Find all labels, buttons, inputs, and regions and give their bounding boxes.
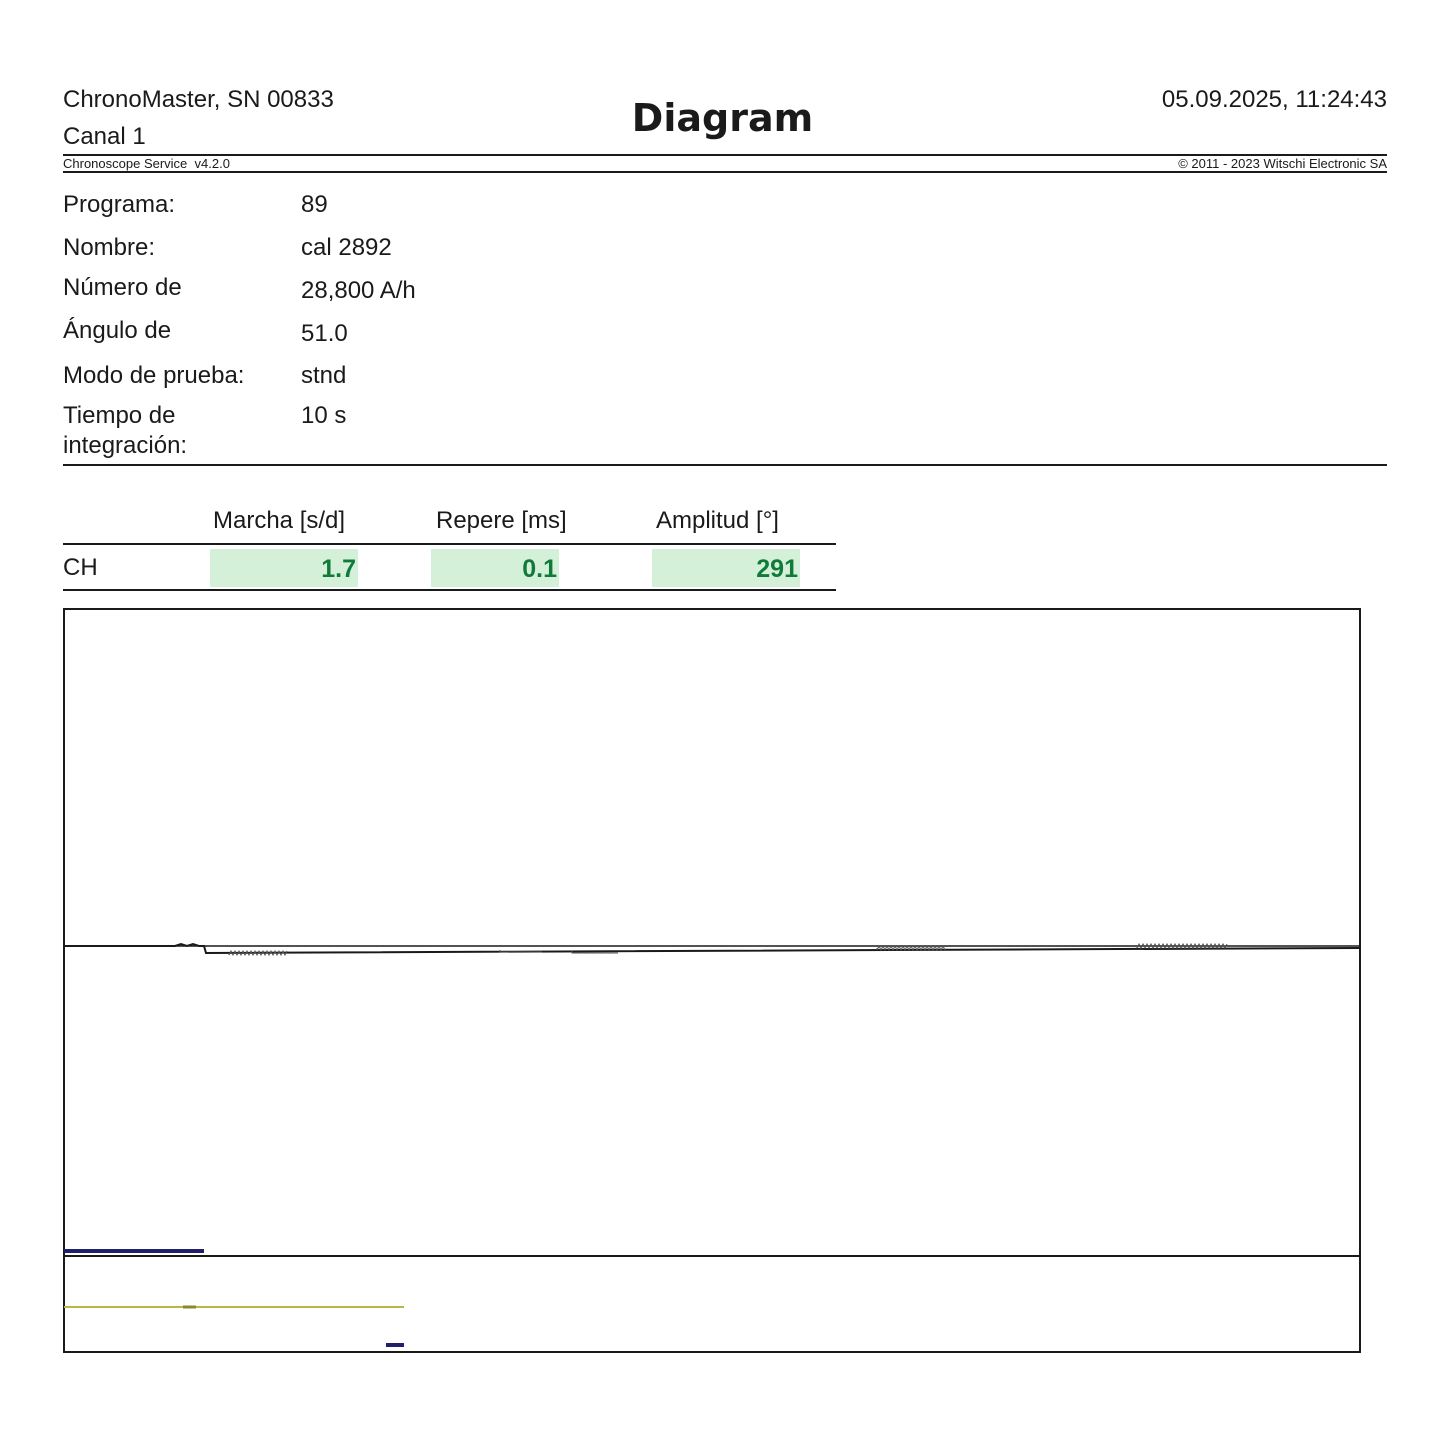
nombre-value: cal 2892 [301,234,392,261]
info-bottom-rule [63,464,1387,466]
tiempo-value: 10 s [301,402,347,429]
table-bottom-rule [63,589,836,591]
timing-diagram [63,608,1361,1353]
marcha-value: 1.7 [210,549,358,587]
header-bottom-rule [63,171,1387,173]
copyright: © 2011 - 2023 Witschi Electronic SA [1178,156,1387,171]
repere-value: 0.1 [431,549,559,587]
modo-label: Modo de prueba: [63,362,245,389]
programa-value: 89 [301,191,328,218]
numero-label: Número de [63,274,182,301]
col-header-repere: Repere [ms] [436,507,567,534]
timestamp: 05.09.2025, 11:24:43 [1161,86,1387,113]
tiempo-label-line2: integración: [63,432,188,459]
software-version: Chronoscope Service v4.2.0 [63,156,230,171]
angulo-value: 51.0 [301,320,348,347]
programa-label: Programa: [63,191,176,218]
table-header-rule [63,543,836,545]
channel-name: Canal 1 [63,123,146,150]
modo-value: stnd [301,362,347,389]
row-label-ch: CH [63,554,98,581]
angulo-label: Ángulo de [63,317,172,344]
page-title: Diagram [631,96,814,140]
device-name: ChronoMaster, SN 00833 [63,86,334,113]
amplitud-value: 291 [652,549,800,587]
diagram-frame [64,609,1360,1352]
tiempo-label-line1: Tiempo de [63,402,176,429]
col-header-amplitud: Amplitud [°] [656,507,779,534]
numero-value: 28,800 A/h [301,277,416,304]
nombre-label: Nombre: [63,234,156,261]
col-header-marcha: Marcha [s/d] [213,507,346,534]
